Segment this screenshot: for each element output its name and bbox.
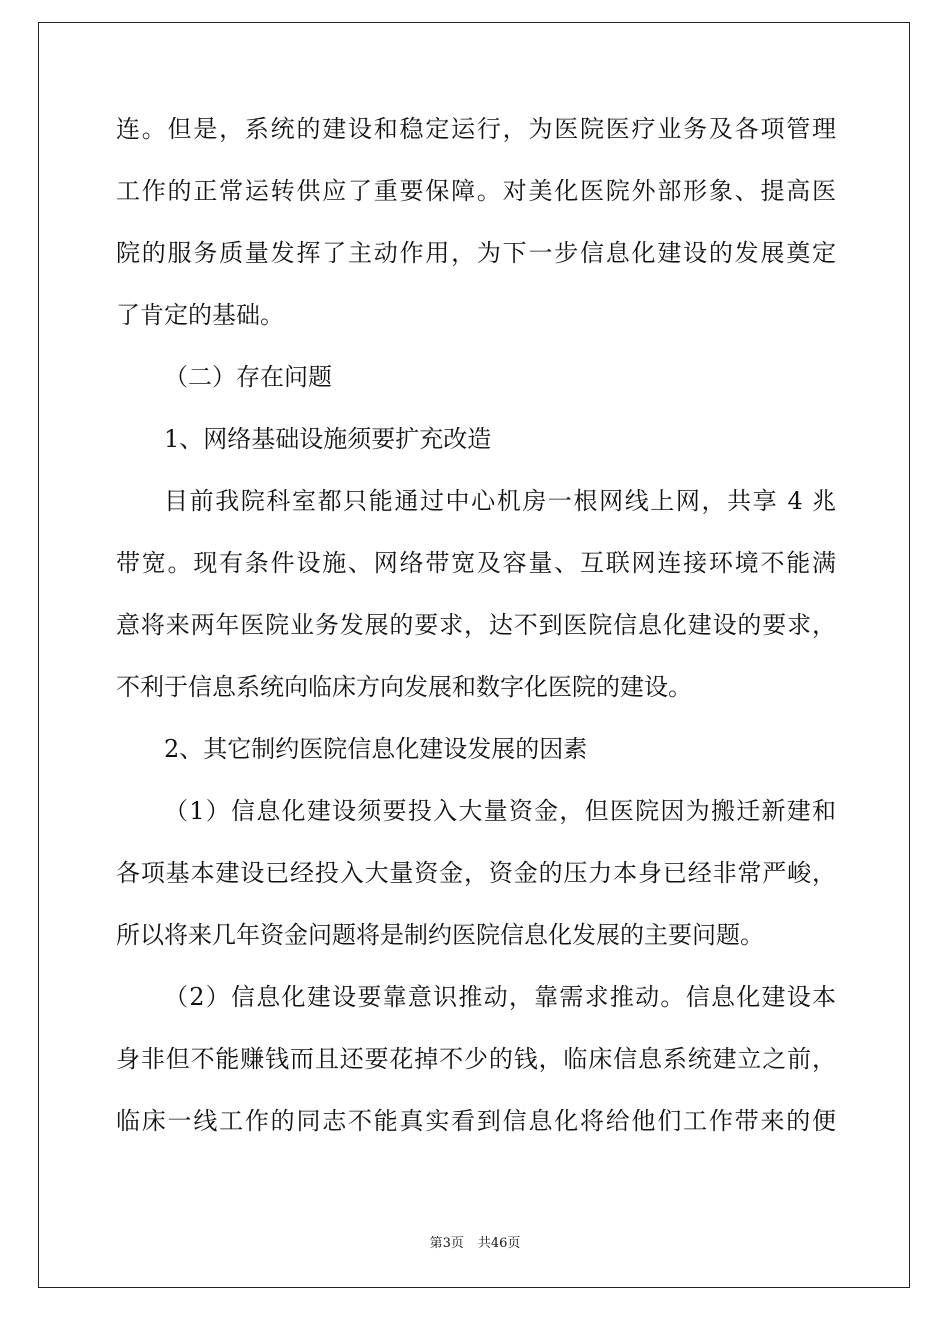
text-line: （1）信息化建设须要投入大量资金，但医院因为搬迁新建和: [164, 797, 836, 825]
text-line: 了肯定的基础。: [116, 301, 284, 329]
page-total: 共46页: [477, 1236, 521, 1251]
document-body: [116, 98, 836, 1152]
subsection-heading: 2、其它制约医院信息化建设发展的因素: [164, 735, 588, 763]
text-line: 连。但是，系统的建设和稳定运行，为医院医疗业务及各项管理: [116, 115, 836, 143]
text-line: 各项基本建设已经投入大量资金，资金的压力本身已经非常严峻，: [116, 859, 836, 887]
text-line: 意将来两年医院业务发展的要求，达不到医院信息化建设的要求，: [116, 611, 836, 639]
text-line: 目前我院科室都只能通过中心机房一根网线上网，共享 4 兆: [164, 487, 836, 515]
page-number: 第3页: [429, 1236, 464, 1251]
text-line: （2）信息化建设要靠意识推动，靠需求推动。信息化建设本: [164, 983, 836, 1011]
subsection-heading: 1、网络基础设施须要扩充改造: [164, 425, 492, 453]
text-line: 院的服务质量发挥了主动作用，为下一步信息化建设的发展奠定: [116, 239, 836, 267]
section-heading: （二）存在问题: [164, 363, 332, 391]
text-line: 临床一线工作的同志不能真实看到信息化将给他们工作带来的便: [116, 1107, 836, 1135]
text-line: 身非但不能赚钱而且还要花掉不少的钱，临床信息系统建立之前，: [116, 1045, 836, 1073]
text-line: 带宽。现有条件设施、网络带宽及容量、互联网连接环境不能满: [116, 549, 836, 577]
text-line: 工作的正常运转供应了重要保障。对美化医院外部形象、提高医: [116, 177, 836, 205]
text-line: 所以将来几年资金问题将是制约医院信息化发展的主要问题。: [116, 921, 764, 949]
page-footer: [0, 1232, 950, 1251]
text-line: 不利于信息系统向临床方向发展和数字化医院的建设。: [116, 673, 692, 701]
